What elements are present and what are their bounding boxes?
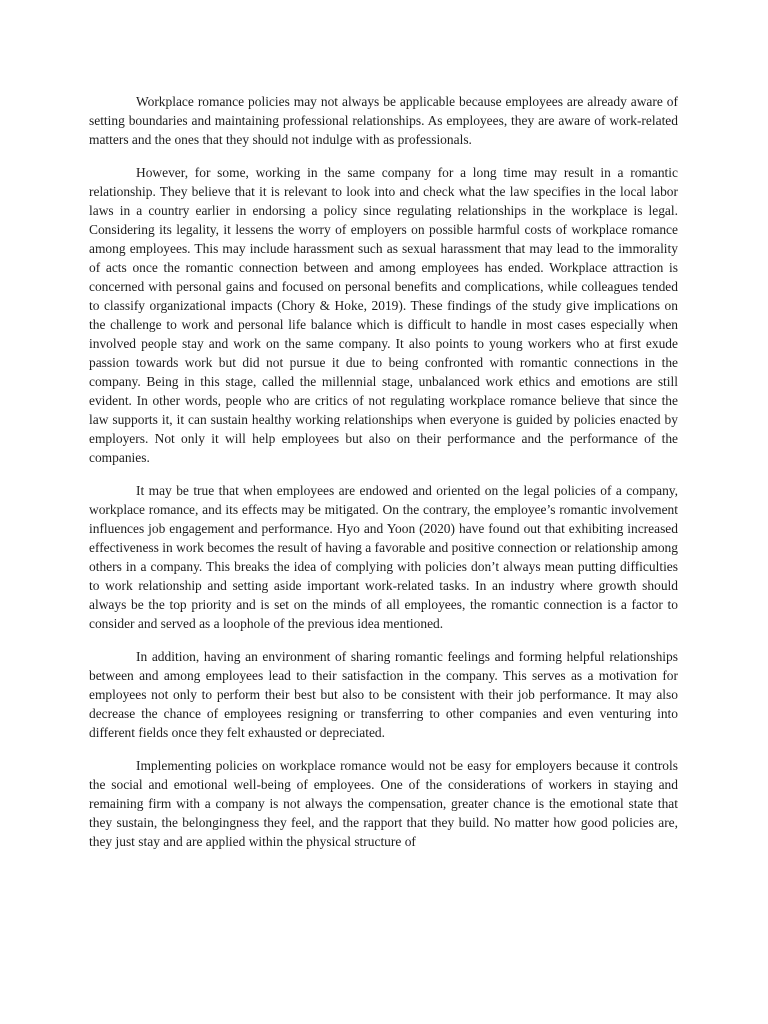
paragraph-5: Implementing policies on workplace romance would not be easy for employers because it controls the social and emotional well-being of employees. One of the considerations of workers in staying and remaining firm with a company is not always the compensation, greater chance is the emotional state that they sustain, the belongingness they feel, and the rapport that they build. No matter how good policies are, they just stay and are applied within the physical structure of	[89, 758, 678, 849]
paragraph-3: It may be true that when employees are endowed and oriented on the legal policies of a company, workplace romance, and its effects may be mitigated. On the contrary, the employee’s romantic involvement influences job engagement and performance. Hyo and Yoon (2020) have found out that exhibiting increased effectiveness in work becomes the result of having a favorable and positive connection or relationship among others in a company. This breaks the idea of complying with policies don’t always mean putting difficulties to work relationship and setting aside important work-related tasks. In an industry where growth should always be the top priority and is set on the minds of all employees, the romantic connection is a factor to consider and served as a loophole of the previous idea mentioned.	[89, 483, 678, 631]
paragraph-4: In addition, having an environment of sharing romantic feelings and forming helpful relationships between and among employees lead to their satisfaction in the company. This serves as a motivation for employees not only to perform their best but also to be consistent with their job performance. It may also decrease the chance of employees resigning or transferring to other companies and even venturing into different fields once they felt exhausted or depreciated.	[89, 649, 678, 740]
paragraph-2: However, for some, working in the same company for a long time may result in a romantic relationship. They believe that it is relevant to look into and check what the law specifies in the local labor laws in a country earlier in endorsing a policy since regulating relationships in the workplace is legal. Considering its legality, it lessens the worry of employers on possible harmful costs of workplace romance among employees. This may include harassment such as sexual harassment that may lead to the immorality of acts once the romantic connection between and among employees has ended. Workplace attraction is concerned with personal gains and focused on personal benefits and complications, while colleagues tended to classify organizational impacts (Chory & Hoke, 2019). These findings of the study give implications on the challenge to work and personal life balance which is difficult to handle in most cases especially when involved people stay and work on the same company. It also points to young workers who at first exude passion towards work but did not pursue it due to being confronted with romantic connections in the company. Being in this stage, called the millennial stage, unbalanced work ethics and emotions are still evident. In other words, people who are critics of not regulating workplace romance believe that since the law supports it, it can sustain healthy working relationships when everyone is guided by policies enacted by employers. Not only it will help employees but also on their performance and the performance of the companies.	[89, 165, 678, 465]
paragraph-1: Workplace romance policies may not always be applicable because employees are already aware of setting boundaries and maintaining professional relationships. As employees, they are aware of work-related matters and the ones that they should not indulge with as professionals.	[89, 94, 678, 147]
